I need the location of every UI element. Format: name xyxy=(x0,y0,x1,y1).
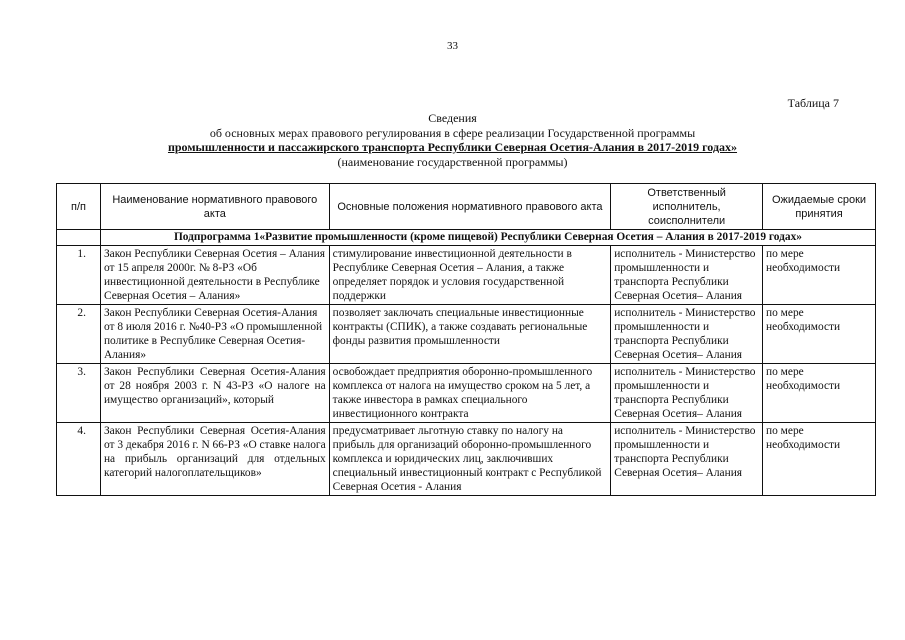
row-dates: по мере необходимости xyxy=(763,305,876,364)
header-provisions: Основные положения нормативного правового акта xyxy=(329,184,611,230)
page-number: 33 xyxy=(447,40,458,52)
table-row xyxy=(57,423,876,496)
program-name: промышленности и пассажирского транспорта Республики Северная Осетия-Алания в 2017-2019 годах» xyxy=(167,140,738,154)
row-provisions: предусматривает льготную ставку по налогу на прибыль для организаций оборонно-промышленного комплекса и юридических лиц, заключивших специальный инвестиционный контракт с Республикой Северная Осетия - Алания xyxy=(329,423,611,496)
header-num: п/п xyxy=(57,184,101,230)
row-act: Закон Республики Северная Осетия-Алания от 8 июля 2016 г. №40-РЗ «О промышленной политике в Республике Северная Осетия-Алания» xyxy=(100,305,329,364)
row-dates: по мере необходимости xyxy=(763,246,876,305)
row-responsible: исполнитель - Министерство промышленности и транспорта Республики Северная Осетия– Алания xyxy=(611,246,763,305)
row-num: 4. xyxy=(57,423,101,496)
document-heading xyxy=(0,111,905,169)
table-label: Таблица 7 xyxy=(787,96,839,110)
table-row xyxy=(57,246,876,305)
heading-subtitle: об основных мерах правового регулирования в сфере реализации Государственной программы xyxy=(209,125,696,140)
row-dates: по мере необходимости xyxy=(763,364,876,423)
row-act: Закон Республики Северная Осетия-Алания от 3 декабря 2016 г. N 66-РЗ «О ставке налога на прибыль организаций для отдельных категорий налогоплательщиков» xyxy=(100,423,329,496)
heading-title: Сведения xyxy=(428,111,477,125)
row-responsible: исполнитель - Министерство промышленности и транспорта Республики Северная Осетия– Алания xyxy=(611,423,763,496)
header-responsible: Ответственный исполнитель, соисполнители xyxy=(611,184,763,230)
row-num: 3. xyxy=(57,364,101,423)
row-act: Закон Республики Северная Осетия-Алания от 28 ноября 2003 г. N 43-РЗ «О налоге на имущество организаций», который xyxy=(100,364,329,423)
row-provisions: стимулирование инвестиционной деятельности в Республике Северная Осетия – Алания, а также определяет порядок и условия государственной поддержки xyxy=(329,246,611,305)
row-responsible: исполнитель - Министерство промышленности и транспорта Республики Северная Осетия– Алания xyxy=(611,364,763,423)
header-act: Наименование нормативного правового акта xyxy=(100,184,329,230)
row-act: Закон Республики Северная Осетия – Алания от 15 апреля 2000г. № 8-РЗ «Об инвестиционной деятельности в Республике Северная Осетия – Алания» xyxy=(100,246,329,305)
row-num: 1. xyxy=(57,246,101,305)
row-provisions: позволяет заключать специальные инвестиционные контракты (СПИК), а также создавать региональные фонды развития промышленности xyxy=(329,305,611,364)
program-caption: (наименование государственной программы) xyxy=(337,154,568,169)
table-row xyxy=(57,364,876,423)
table-header-row xyxy=(57,184,876,230)
row-num: 2. xyxy=(57,305,101,364)
subprogram-row xyxy=(57,230,876,246)
regulation-table xyxy=(56,183,876,496)
header-dates: Ожидаемые сроки принятия xyxy=(763,184,876,230)
table-row xyxy=(57,305,876,364)
subprogram-title: Подпрограмма 1«Развитие промышленности (кроме пищевой) Республики Северная Осетия – Алания в 2017-2019 годах» xyxy=(100,230,875,246)
row-dates: по мере необходимости xyxy=(763,423,876,496)
row-provisions: освобождает предприятия оборонно-промышленного комплекса от налога на имущество сроком на 5 лет, а также инвестора в рамках специального инвестиционного контракта xyxy=(329,364,611,423)
row-responsible: исполнитель - Министерство промышленности и транспорта Республики Северная Осетия– Алания xyxy=(611,305,763,364)
